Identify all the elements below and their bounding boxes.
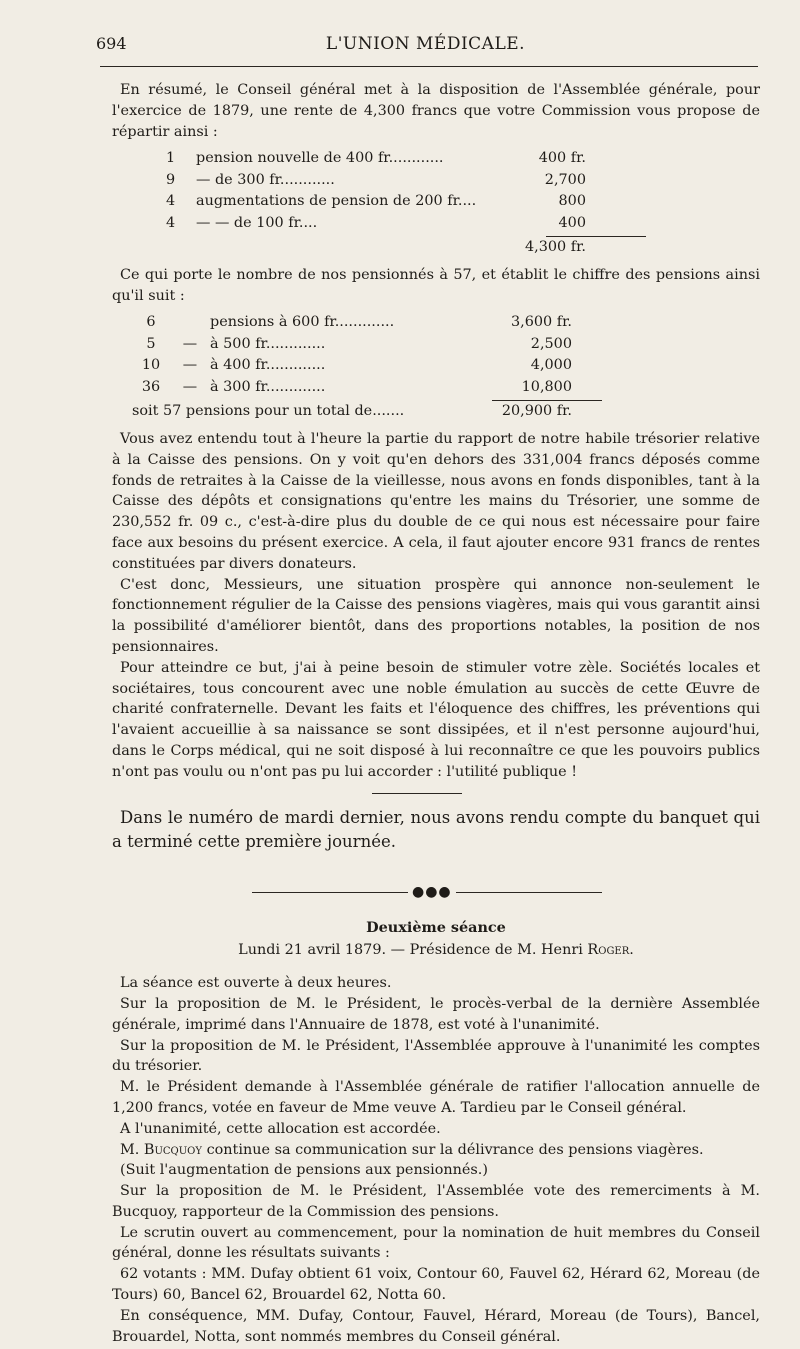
paragraph: Ce qui porte le nombre de nos pensionnés à 57, et établit le chiffre des pensions ainsi qu'il suit : (112, 266, 760, 304)
minutes-line: Le scrutin ouvert au commencement, pour la nomination de huit membres du Conseil général, donne les résultats suivants : (112, 1224, 760, 1262)
paragraph-large: Dans le numéro de mardi dernier, nous avons rendu compte du banquet qui a terminé cette première journée. (112, 807, 760, 851)
paragraph: C'est donc, Messieurs, une situation prospère qui annonce non-seulement le fonctionnement régulier de la Caisse des pensions viagères, mais qui vous garantit ainsi la possibilité d'améliorer bientôt, dans des proportions notables, la position de nos pensionnaires. (112, 576, 760, 655)
section-divider (372, 793, 462, 794)
pension-table-2 (132, 312, 572, 423)
ornamental-rule (112, 882, 760, 904)
paragraph: Vous avez entendu tout à l'heure la partie du rapport de notre habile trésorier relative à la Caisse des pensions. On y voit qu'en dehors des 331,004 francs déposés comme fonds de retraites à la Caisse de la vieillesse, nous avons en fonds disponibles, tant à la Caisse des dépôts et consignations qu'entre les mains du Trésorier, une somme de 230,552 fr. 09 c., c'est-à-dire plus du double de ce qui nous est nécessaire pour faire face aux besoins du présent exercice. A cela, il faut ajouter encore 931 francs de rentes constituées par divers donateurs. (112, 430, 760, 572)
minutes-line: A l'unanimité, cette allocation est accordée. (120, 1120, 441, 1137)
table-row: 1 pension nouvelle de 400 fr............ 400 fr. (166, 150, 586, 167)
table-total: soit 57 pensions pour un total de....... 20,900 fr. (132, 403, 572, 420)
page-number: 694 (96, 34, 127, 53)
minutes-line: Sur la proposition de M. le Président, l'Assemblée approuve à l'unanimité les comptes du trésorier. (112, 1037, 760, 1075)
table-total: 4,300 fr. (525, 239, 586, 256)
minutes-line: En conséquence, MM. Dufay, Contour, Fauvel, Hérard, Moreau (de Tours), Bancel, Brouardel, Notta, sont nommés membres du Conseil général. (112, 1307, 760, 1345)
page-header (96, 34, 755, 64)
minutes-line: 62 votants : MM. Dufay obtient 61 voix, Contour 60, Fauvel 62, Hérard 62, Moreau (de Tours) 60, Bancel 62, Brouardel 62, Notta 60. (112, 1266, 760, 1304)
ornament-glyph: ●●● (408, 882, 456, 903)
table-row: 9 — de 300 fr............ 2,700 (166, 171, 586, 188)
minutes-line: M. Bucquoy continue sa communication sur la délivrance des pensions viagères. (120, 1141, 704, 1158)
minutes-line: Sur la proposition de M. le Président, l'Assemblée vote des remerciments à M. Bucquoy, rapporteur de la Commission des pensions. (112, 1183, 760, 1220)
section-subtitle: Lundi 21 avril 1879. — Présidence de M. Henri Roger. (238, 942, 634, 959)
paragraph: Pour atteindre ce but, j'ai à peine besoin de stimuler votre zèle. Sociétés locales et sociétaires, tous concourent avec une noble émulation au succès de cette Œuvre de charité confraternelle. Devant les faits et l'éloquence des chiffres, les préventions qui l'avaient accueillie à sa naissance se sont dissipées, et il n'est personne aujourd'hui, dans le Corps médical, qui ne soit disposé à lui reconnaître ce que les pouvoirs publics n'ont pas voulu ou n'ont pas pu lui accorder : l'utilité publique ! (112, 659, 760, 780)
minutes-line: M. le Président demande à l'Assemblée générale de ratifier l'allocation annuelle de 1,200 francs, votée en faveur de Mme veuve A. Tardieu par le Conseil général. (112, 1079, 760, 1116)
paragraph: En résumé, le Conseil général met à la disposition de l'Assemblée générale, pour l'exercice de 1879, une rente de 4,300 francs que votre Commission vous propose de répartir ainsi : (112, 82, 760, 140)
pension-table-1 (166, 148, 586, 259)
minutes-line: (Suit l'augmentation de pensions aux pensionnés.) (120, 1162, 488, 1179)
running-title: L'UNION MÉDICALE. (325, 34, 526, 54)
table-row: 36 — à 300 fr............. 10,800 (141, 378, 572, 395)
table-row: 10 — à 400 fr............. 4,000 (141, 357, 572, 374)
page-body (112, 80, 760, 1347)
minutes-line: Sur la proposition de M. le Président, le procès-verbal de la dernière Assemblée générale, imprimé dans l'Annuaire de 1878, est voté à l'unanimité. (112, 995, 760, 1033)
table-row: 4 — — de 100 fr.... 400 (166, 214, 586, 231)
section-title: Deuxième séance (366, 918, 506, 936)
table-row: 5 — à 500 fr............. 2,500 (146, 335, 572, 352)
table-row: 4 augmentations de pension de 200 fr.... 800 (166, 193, 586, 210)
table-row: 6 pensions à 600 fr............. 3,600 fr. (146, 314, 572, 331)
header-rule (100, 66, 758, 67)
minutes-line: La séance est ouverte à deux heures. (120, 975, 392, 992)
